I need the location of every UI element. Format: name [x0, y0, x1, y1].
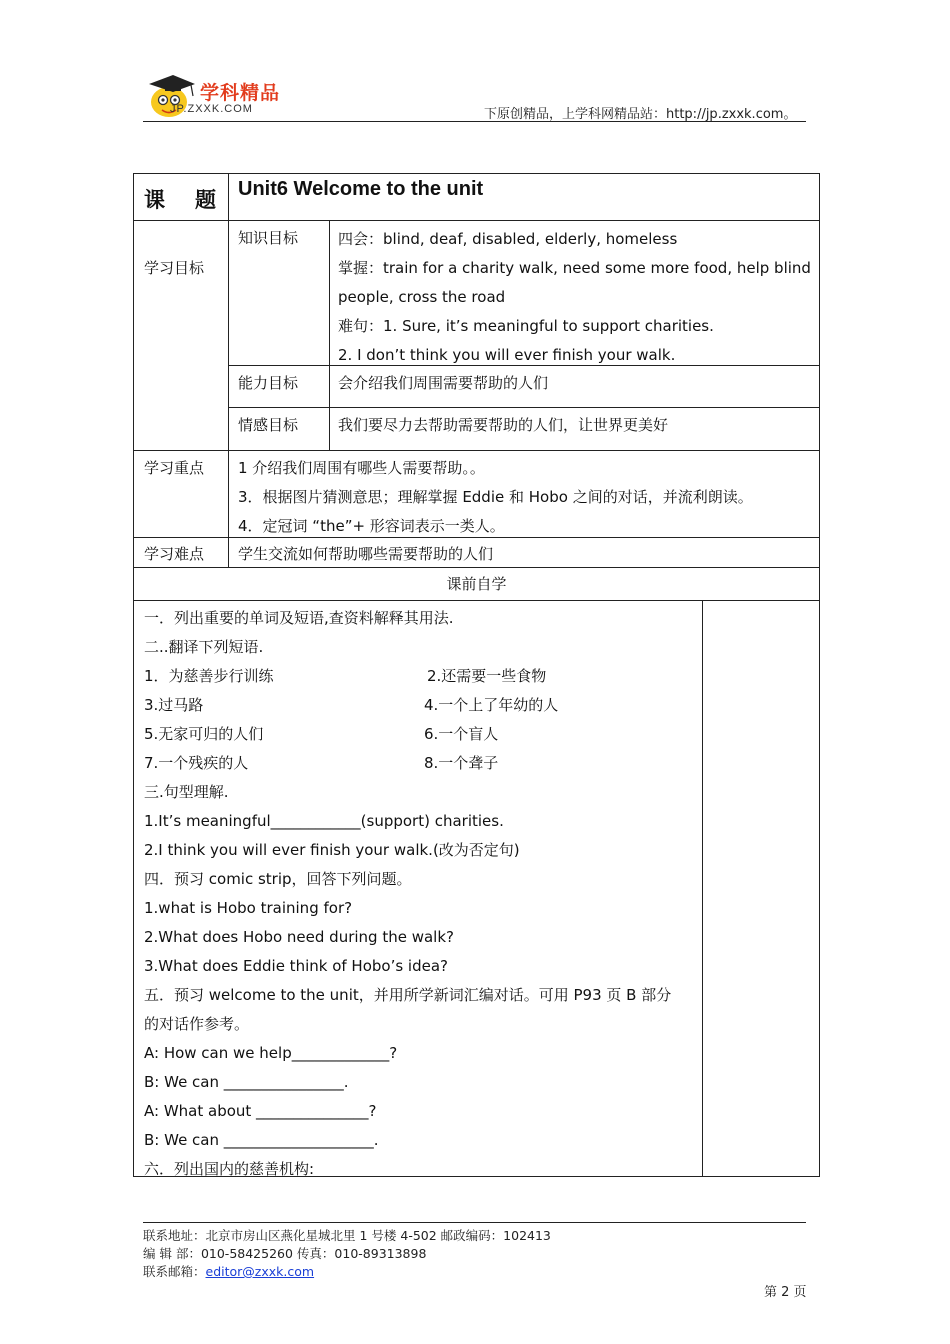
lesson-table [133, 173, 820, 1177]
preview-line: A: How can we help_____________? [144, 1044, 398, 1062]
preview-line: 一．列出重要的单词及短语,查资料解释其用法. [144, 609, 454, 627]
phrase-row [144, 749, 700, 778]
lesson-title: Unit6 Welcome to the unit [238, 178, 484, 200]
knowledge-line: 难句：1. Sure, it’s meaningful to support charities. [338, 317, 714, 335]
col-divider [329, 220, 330, 450]
preview-line: 的对话作参考。 [144, 1015, 250, 1033]
preview-line: 五．预习 welcome to the unit，并用所学新词汇编对话。可用 P93 页 B 部分 [144, 986, 672, 1004]
focus-line: 1 介绍我们周围有哪些人需要帮助。。 [238, 459, 485, 477]
col-divider [228, 174, 229, 567]
title-key: 课题 [144, 188, 246, 212]
phrase-item: 7.一个残疾的人 [144, 754, 249, 772]
col-divider [702, 600, 703, 1176]
preview-title: 课前自学 [446, 575, 507, 593]
preview-line: 3.What does Eddie think of Hobo’s idea? [144, 957, 449, 975]
footer-divider [143, 1222, 806, 1223]
page-number: 第 2 页 [764, 1285, 807, 1300]
phrase-item: 6.一个盲人 [424, 725, 499, 743]
focus-label: 学习重点 [144, 459, 205, 477]
knowledge-content [338, 225, 813, 370]
phrase-item: 4.一个上了年幼的人 [424, 696, 559, 714]
footer-address: 联系地址：北京市房山区燕化星城北里 1 号楼 4-502 邮政编码：102413 [143, 1228, 551, 1243]
footer-phone: 编 辑 部：010-58425260 传真：010-89313898 [143, 1246, 427, 1261]
phrase-item: 8.一个聋子 [424, 754, 499, 772]
phrase-item: 5.无家可归的人们 [144, 725, 264, 743]
footer-email-label: 联系邮箱： [143, 1264, 206, 1279]
focus-line: 4．定冠词 “the”+ 形容词表示一类人。 [238, 517, 505, 535]
phrase-item: 1．为慈善步行训练 [144, 667, 274, 685]
phrase-item: 3.过马路 [144, 696, 204, 714]
header-divider [143, 121, 806, 122]
phrase-item: 2.还需要一些食物 [427, 667, 547, 685]
preview-line: 1.what is Hobo training for? [144, 899, 353, 917]
row-divider [229, 407, 819, 408]
ability-label: 能力目标 [238, 374, 299, 392]
footer-email-row [143, 1263, 314, 1281]
row-divider [134, 600, 819, 601]
ability-text: 会介绍我们周围需要帮助的人们 [338, 374, 549, 392]
phrase-row [144, 691, 700, 720]
knowledge-label: 知识目标 [238, 229, 299, 247]
preview-line: 二..翻译下列短语. [144, 638, 264, 656]
preview-line: 2.I think you will ever finish your walk.(改为否定句) [144, 841, 520, 859]
preview-line: B: We can ________________. [144, 1073, 349, 1091]
preview-line: 2.What does Hobo need during the walk? [144, 928, 454, 946]
preview-content [144, 604, 700, 1184]
logo-text: 学科精品 [200, 82, 281, 104]
footer-email-link[interactable]: editor@zxxk.com [205, 1264, 315, 1279]
knowledge-line: people, cross the road [338, 288, 506, 306]
preview-line: A: What about _______________? [144, 1102, 377, 1120]
objectives-label: 学习目标 [144, 259, 205, 277]
phrase-row [144, 720, 700, 749]
row-divider [134, 450, 819, 451]
preview-line: 六．列出国内的慈善机构: [144, 1160, 315, 1178]
knowledge-line: 掌握：train for a charity walk, need some more food, help blind [338, 259, 811, 277]
difficulty-label: 学习难点 [144, 545, 205, 563]
focus-line: 3．根据图片猜测意思；理解掌握 Eddie 和 Hobo 之间的对话，并流利朗读。 [238, 488, 753, 506]
logo-subtext: JP.ZXXK.COM [170, 103, 253, 115]
row-divider [134, 220, 819, 221]
phrase-row [144, 662, 700, 691]
emotion-text: 我们要尽力去帮助需要帮助的人们，让世界更美好 [338, 416, 669, 434]
preview-line: B: We can ____________________. [144, 1131, 379, 1149]
focus-content [238, 454, 818, 541]
knowledge-line: 四会：blind, deaf, disabled, elderly, homeless [338, 230, 678, 248]
preview-line: 四．预习 comic strip，回答下列问题。 [144, 870, 412, 888]
preview-line: 1.It’s meaningful____________(support) charities. [144, 812, 504, 830]
knowledge-line: 2. I don’t think you will ever finish your walk. [338, 346, 676, 364]
emotion-label: 情感目标 [238, 416, 299, 434]
preview-line: 三.句型理解. [144, 783, 229, 801]
difficulty-text: 学生交流如何帮助哪些需要帮助的人们 [238, 545, 494, 563]
header-slogan: 下原创精品，上学科网精品站：http://jp.zxxk.com。 [484, 107, 797, 122]
